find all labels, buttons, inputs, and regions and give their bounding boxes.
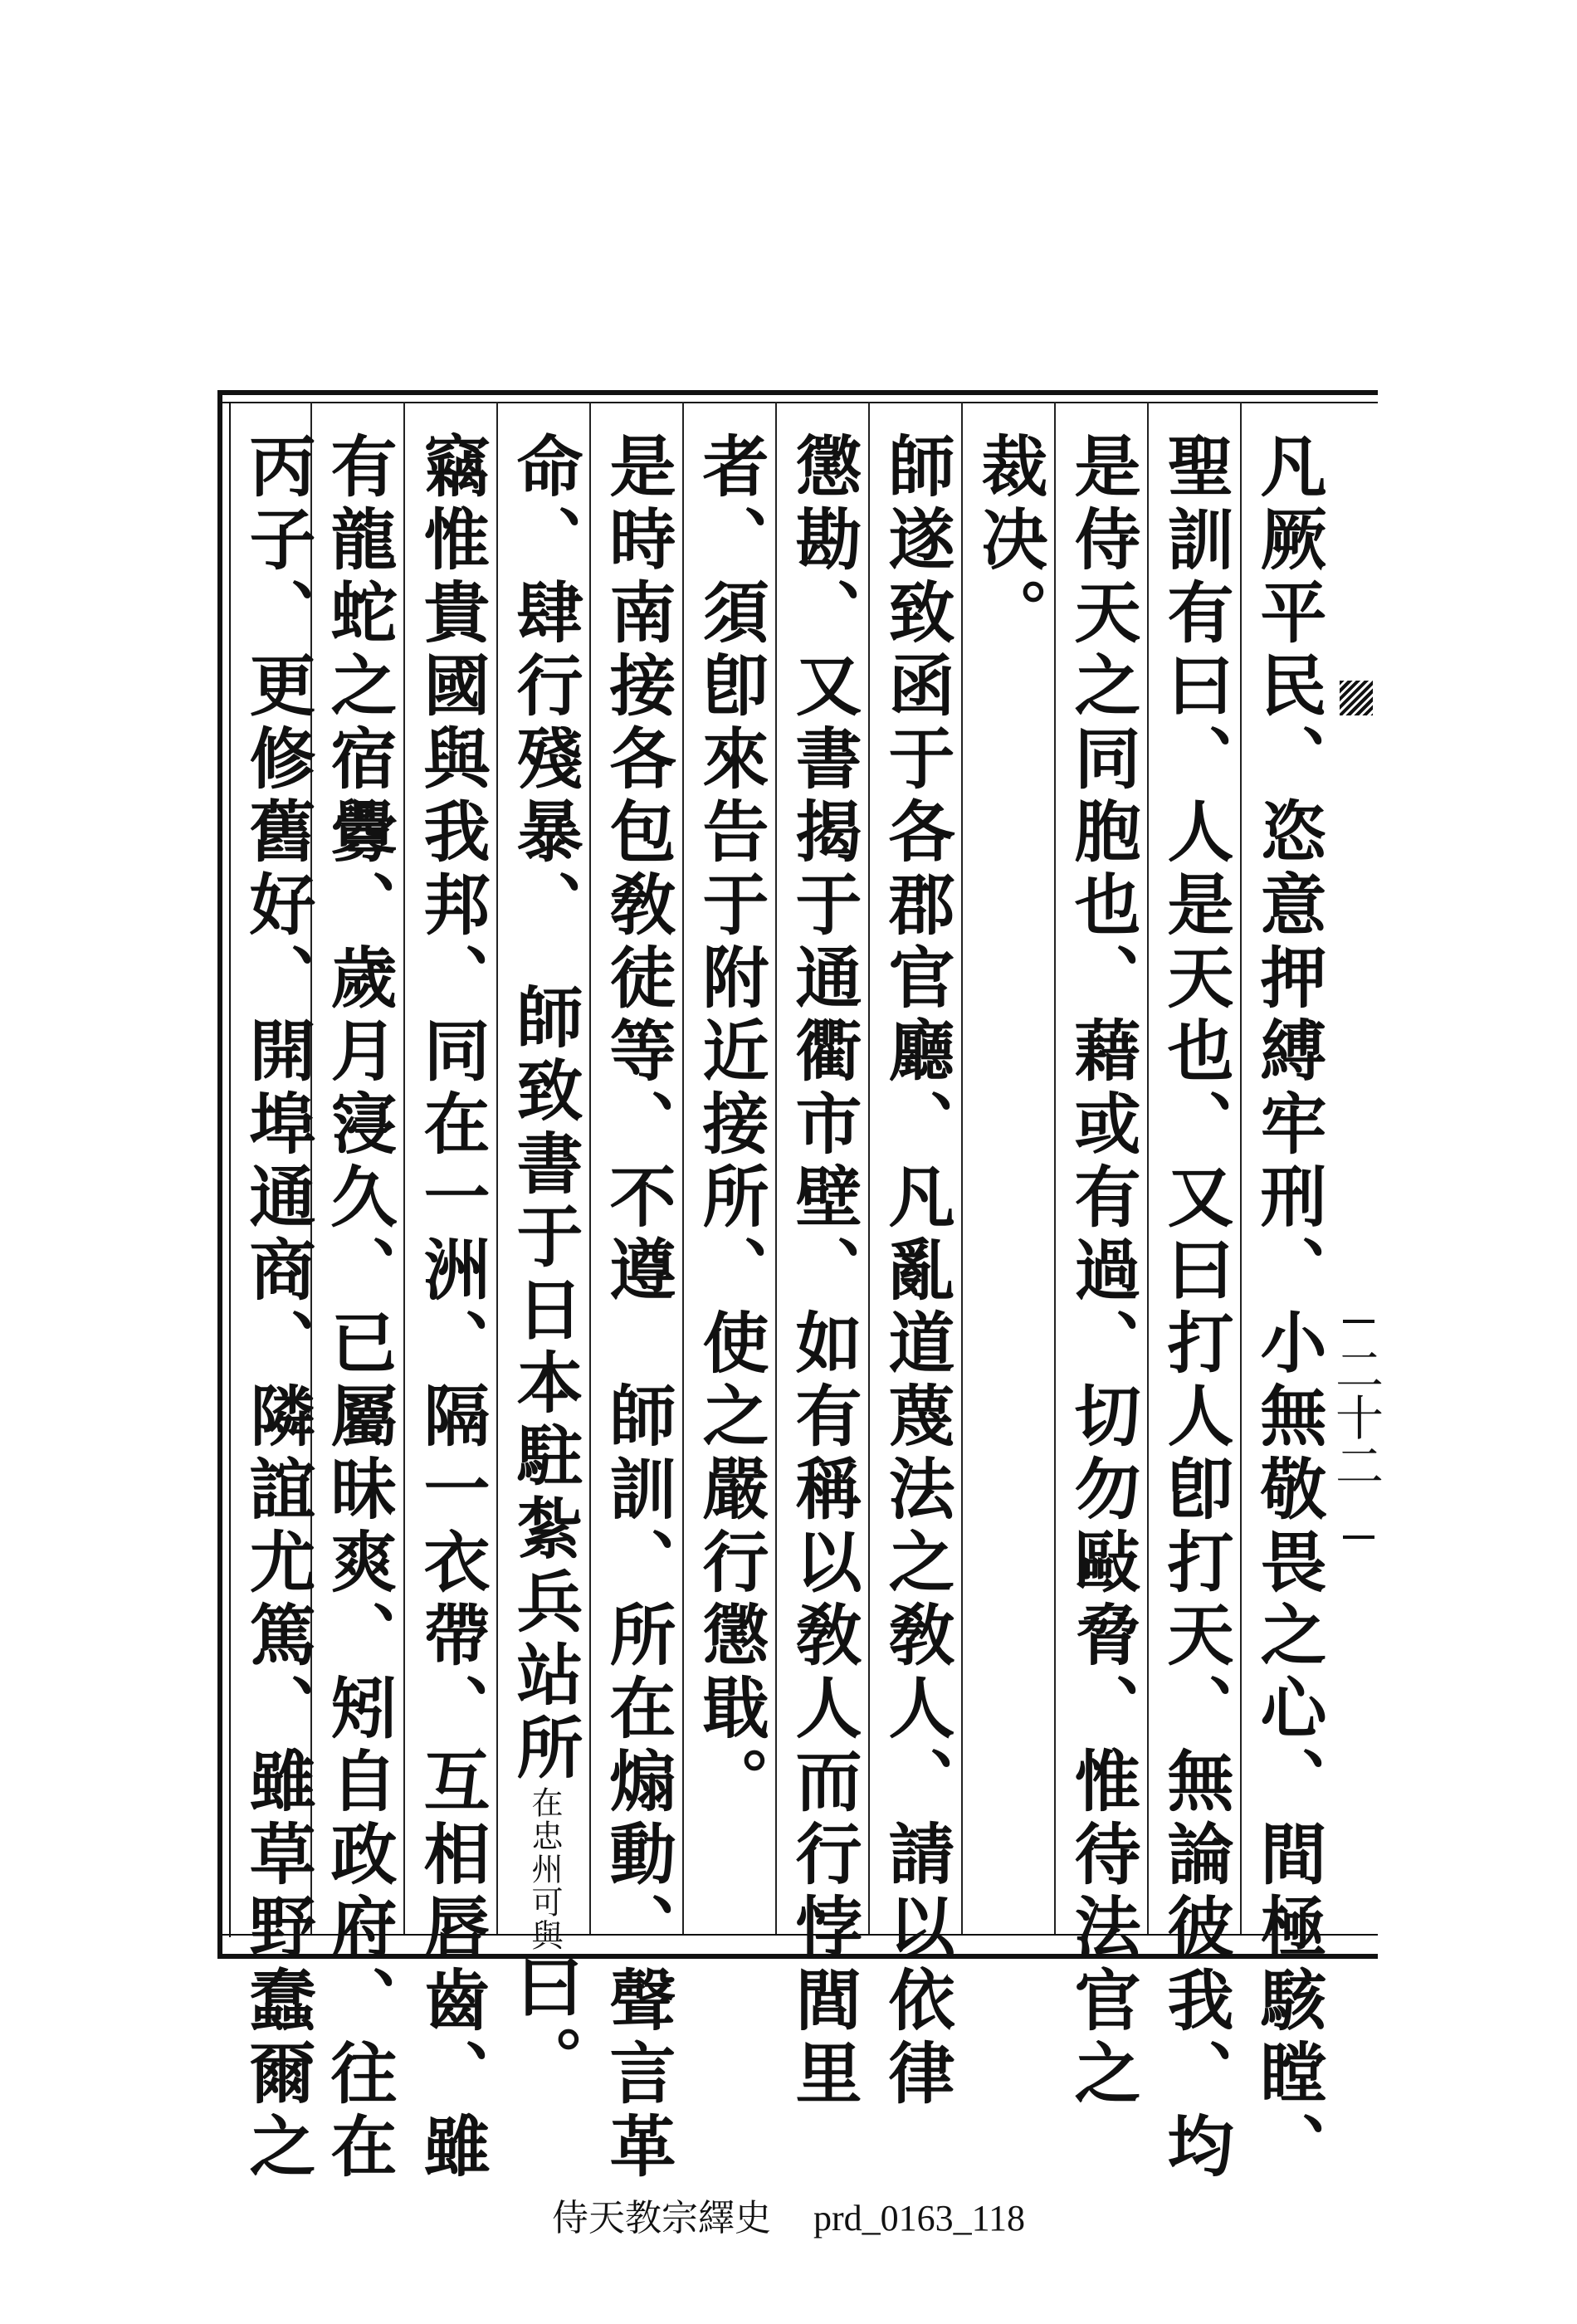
column-9-main: 命、肆行殘暴、 師致書于日本駐紮兵站所	[505, 432, 583, 1786]
frame-inner-top-rule	[217, 402, 1378, 403]
column-9-tail: 曰。	[505, 1952, 583, 2098]
fold-rule-lower	[1343, 1536, 1374, 1539]
text-column-9	[500, 432, 589, 2098]
column-rule	[1054, 402, 1056, 1934]
column-rule	[589, 402, 591, 1934]
text-column-6: 懲勘、又書揭于通衢市壁、如有稱以敎人而行悖閭里	[784, 432, 862, 2112]
footer-id: prd_0163_118	[813, 2198, 1026, 2239]
text-column-7: 者、須卽來告于附近接所、使之嚴行懲戢。	[691, 432, 769, 1819]
text-column-4: 裁决。	[970, 432, 1048, 651]
column-rule	[868, 402, 870, 1934]
column-rule	[1147, 402, 1149, 1934]
text-column-2: 聖訓有曰、人是天也、又曰打人卽打天、無論彼我、均	[1156, 432, 1234, 2185]
column-rule	[496, 402, 498, 1934]
footer-title: 侍天教宗繹史	[551, 2198, 771, 2239]
text-column-5: 師遂致函于各郡官廳、凡亂道蔑法之敎人、請以依律	[877, 432, 955, 2112]
center-fold-margin	[1327, 402, 1384, 1934]
frame-left-border	[217, 390, 222, 1954]
frame-inner-left-rule	[229, 402, 231, 1937]
column-rule	[682, 402, 684, 1934]
text-column-10: 竊惟貴國與我邦、同在一洲、隔一衣帶、互相唇齒、雖	[413, 432, 491, 2185]
text-column-8: 是時南接各包敎徒等、不遵 師訓、所在煽動、聲言革	[598, 432, 676, 2185]
column-rule	[961, 402, 963, 1934]
text-column-1: 凡厥平民、恣意押縛牢刑、小無敬畏之心、間極駭瞠、	[1249, 432, 1327, 2185]
column-rule	[403, 402, 405, 1934]
text-column-11: 有龍蛇之宿釁、歲月寖久、已屬昧爽、矧自政府、往在	[320, 432, 398, 2185]
page-number-marker: 二十二	[1327, 1345, 1384, 1489]
text-column-12: 丙子、更修舊好、開埠通商、隣誼尤篤、雖草野蠢爾之	[238, 432, 316, 2185]
column-rule	[1240, 402, 1242, 1934]
interlinear-note: 在忠州可與	[526, 1786, 563, 1952]
text-column-3: 是侍天之同胞也、藉或有過、切勿敺脅、惟待法官之	[1063, 432, 1141, 2112]
scan-footer	[0, 2188, 1577, 2241]
fold-fish-tail-mark	[1340, 681, 1373, 715]
fold-rule-upper	[1343, 1320, 1374, 1323]
column-rule	[775, 402, 777, 1934]
